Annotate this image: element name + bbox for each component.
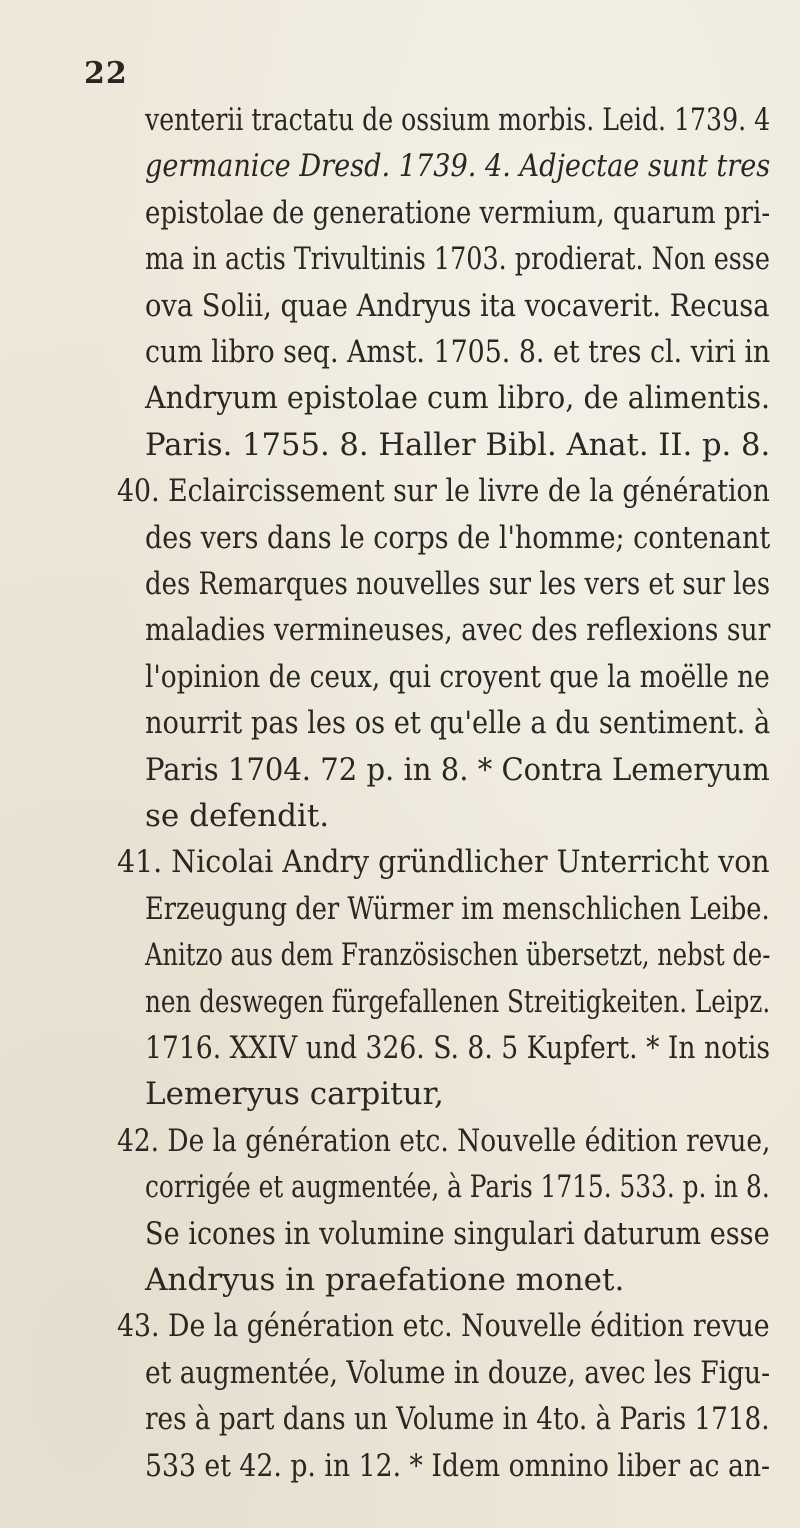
text-line: l'opinion de ceux, qui croyent que la moëlle ne (145, 658, 770, 695)
text-line: des vers dans le corps de l'homme; contenant (145, 519, 771, 556)
text-line: et augmentée, Volume in douze, avec les Figu- (145, 1354, 771, 1391)
entry-42-line: 42. De la génération etc. Nouvelle édition revue, (117, 1122, 771, 1159)
text-line: Andryus in praefatione monet. (145, 1262, 625, 1298)
text-line: epistolae de generatione vermium, quarum pri- (145, 194, 771, 231)
text-line: Erzeugung der Würmer im menschlichen Leibe. (145, 890, 770, 927)
text-line: maladies vermineuses, avec des reflexions sur (145, 612, 771, 649)
text-line: des Remarques nouvelles sur les vers et sur les (145, 566, 771, 602)
text-line: Se icones in volumine singulari daturum esse (145, 1215, 770, 1252)
entry-43-line: 43. De la génération etc. Nouvelle édition revue (117, 1308, 770, 1345)
text-line: corrigée et augmentée, à Paris 1715. 533. p. in 8. (145, 1169, 770, 1206)
entry-41-line: 41. Nicolai Andry gründlicher Unterricht von (117, 844, 770, 881)
text-line: nen deswegen fürgefallenen Streitigkeiten. Leipz. (145, 983, 771, 1020)
text-line: germanice Dresd. 1739. 4. Adjectae sunt tres (145, 148, 771, 185)
text-line: ova Solii, quae Andryus ita vocaverit. Recusa (145, 287, 770, 324)
text-line: Andryum epistolae cum libro, de alimentis. (145, 380, 771, 417)
text-line: Lemeryus carpitur, (145, 1076, 444, 1113)
text-line: res à part dans un Volume in 4to. à Paris 1718. (145, 1401, 770, 1438)
text-line: cum libro seq. Amst. 1705. 8. et tres cl. viri in (145, 334, 771, 370)
text-line: Paris 1704. 72 p. in 8. * Contra Lemeryum (145, 751, 770, 788)
text-line: se defendit. (145, 798, 330, 834)
text-line: Paris. 1755. 8. Haller Bibl. Anat. II. p. 8. (145, 426, 771, 463)
entry-40-line: 40. Eclaircissement sur le livre de la génération (117, 473, 770, 510)
text-line: venterii tractatu de ossium morbis. Leid. 1739. 4 (145, 102, 771, 138)
text-line: Anitzo aus dem Französischen übersetzt, nebst de- (145, 937, 771, 974)
text-line: 533 et 42. p. in 12. * Idem omnino liber ac an- (145, 1447, 771, 1484)
page-number: 22 (84, 56, 128, 91)
text-line: ma in actis Trivultinis 1703. prodierat. Non esse (145, 241, 770, 278)
text-line: nourrit pas les os et qu'elle a du sentiment. à (145, 705, 771, 742)
text-line: 1716. XXIV und 326. S. 8. 5 Kupfert. * In notis (145, 1030, 771, 1066)
